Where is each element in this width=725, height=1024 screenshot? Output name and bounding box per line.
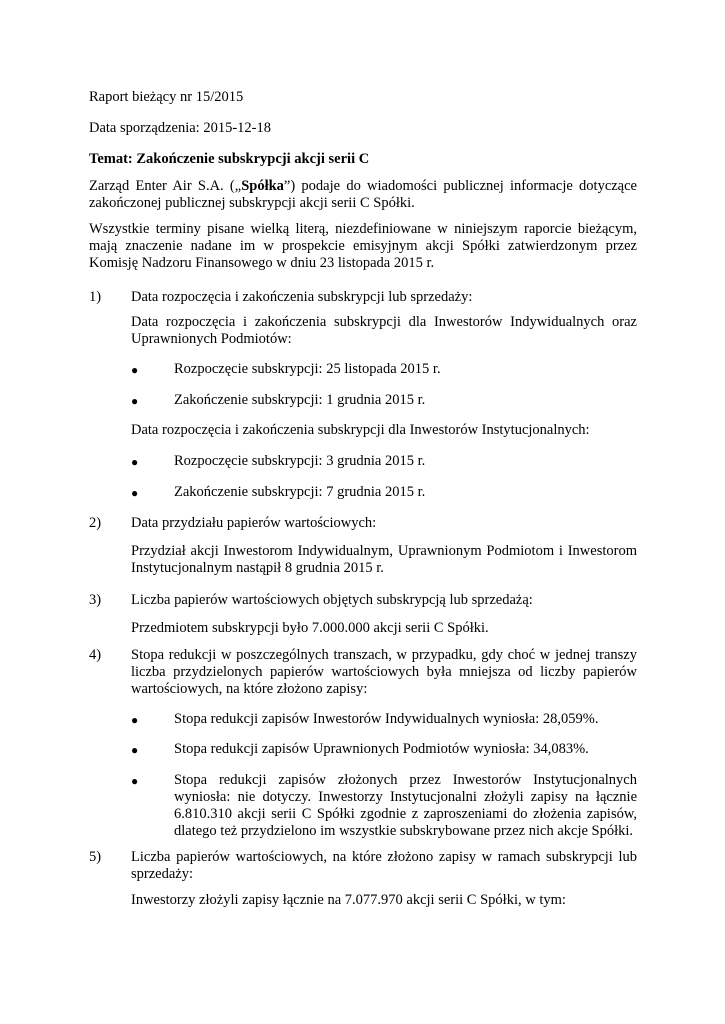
item-1-bullet-1: Rozpoczęcie subskrypcji: 25 listopada 2015 r. bbox=[174, 361, 441, 377]
item-2-number: 2) bbox=[89, 515, 102, 531]
item-5-number: 5) bbox=[89, 849, 102, 865]
intro-paragraph bbox=[89, 178, 637, 212]
report-date: Data sporządzenia: 2015-12-18 bbox=[89, 120, 271, 136]
report-number: Raport bieżący nr 15/2015 bbox=[89, 89, 244, 105]
bullet-icon: ● bbox=[131, 394, 139, 408]
item-4-bullet-2: Stopa redukcji zapisów Uprawnionych Podmiotów wyniosła: 34,083%. bbox=[174, 741, 589, 757]
item-4-bullet-3: Stopa redukcji zapisów złożonych przez Inwestorów Instytucjonalnych wyniosła: nie dotyczy. Inwestorzy Instytucjonalni złożyli zapisy na łącznie 6.810.310 akcji serii C Spółki zgodnie z zaproszeniami do złożenia zapisów, dlatego też przydzielono im wszystkie subskrybowane przez nich akcje Spółki. bbox=[174, 772, 637, 839]
intro-company-name: Spółka bbox=[241, 178, 284, 194]
bullet-icon: ● bbox=[131, 486, 139, 500]
item-3-text: Przedmiotem subskrypcji było 7.000.000 akcji serii C Spółki. bbox=[131, 620, 489, 636]
item-2-title: Data przydziału papierów wartościowych: bbox=[131, 515, 377, 531]
item-1-subheading-1: Data rozpoczęcia i zakończenia subskrypcji dla Inwestorów Indywidualnych oraz Uprawnionych Podmiotów: bbox=[131, 314, 637, 347]
bullet-icon: ● bbox=[131, 363, 139, 377]
item-3-number: 3) bbox=[89, 592, 102, 608]
definitions-paragraph: Wszystkie terminy pisane wielką literą, niezdefiniowane w niniejszym raporcie bieżącym, mają znaczenie nadane im w prospekcie emisyjnym akcji Spółki zatwierdzonym przez Komisję Nadzoru Finansowego w dniu 23 listopada 2015 r. bbox=[89, 221, 637, 271]
item-1-bullet-4: Zakończenie subskrypcji: 7 grudnia 2015 r. bbox=[174, 484, 426, 500]
item-1-number: 1) bbox=[89, 289, 102, 305]
item-4-bullet-1: Stopa redukcji zapisów Inwestorów Indywidualnych wyniosła: 28,059%. bbox=[174, 711, 599, 727]
item-1-subheading-2: Data rozpoczęcia i zakończenia subskrypcji dla Inwestorów Instytucjonalnych: bbox=[131, 422, 590, 438]
intro-text-before: Zarząd Enter Air S.A. („ bbox=[89, 178, 242, 194]
item-4-number: 4) bbox=[89, 647, 102, 663]
item-3-title: Liczba papierów wartościowych objętych subskrypcją lub sprzedażą: bbox=[131, 592, 533, 608]
report-subject: Temat: Zakończenie subskrypcji akcji serii C bbox=[89, 151, 370, 167]
item-1-title: Data rozpoczęcia i zakończenia subskrypcji lub sprzedaży: bbox=[131, 289, 473, 305]
bullet-icon: ● bbox=[131, 455, 139, 469]
item-2-text: Przydział akcji Inwestorom Indywidualnym, Uprawnionym Podmiotom i Inwestorom Instytucjonalnym nastąpił 8 grudnia 2015 r. bbox=[131, 543, 637, 576]
bullet-icon: ● bbox=[131, 713, 139, 727]
bullet-icon: ● bbox=[131, 743, 139, 757]
item-5-text: Inwestorzy złożyli zapisy łącznie na 7.077.970 akcji serii C Spółki, w tym: bbox=[131, 892, 566, 908]
bullet-icon: ● bbox=[131, 774, 139, 788]
item-4-title: Stopa redukcji w poszczególnych transzach, w przypadku, gdy choć w jednej transzy liczba przydzielonych papierów wartościowych była mniejsza od liczby papierów wartościowych, na które złożono zapisy: bbox=[131, 647, 637, 697]
item-1-bullet-3: Rozpoczęcie subskrypcji: 3 grudnia 2015 r. bbox=[174, 453, 426, 469]
item-5-title: Liczba papierów wartościowych, na które złożono zapisy w ramach subskrypcji lub sprzedaży: bbox=[131, 849, 637, 882]
item-1-bullet-2: Zakończenie subskrypcji: 1 grudnia 2015 r. bbox=[174, 392, 426, 408]
intro-text-after: ”) podaje do wiadomości publicznej informacje dotyczące zakończonej publicznej subskrypcji akcji serii C Spółki. bbox=[89, 178, 637, 211]
